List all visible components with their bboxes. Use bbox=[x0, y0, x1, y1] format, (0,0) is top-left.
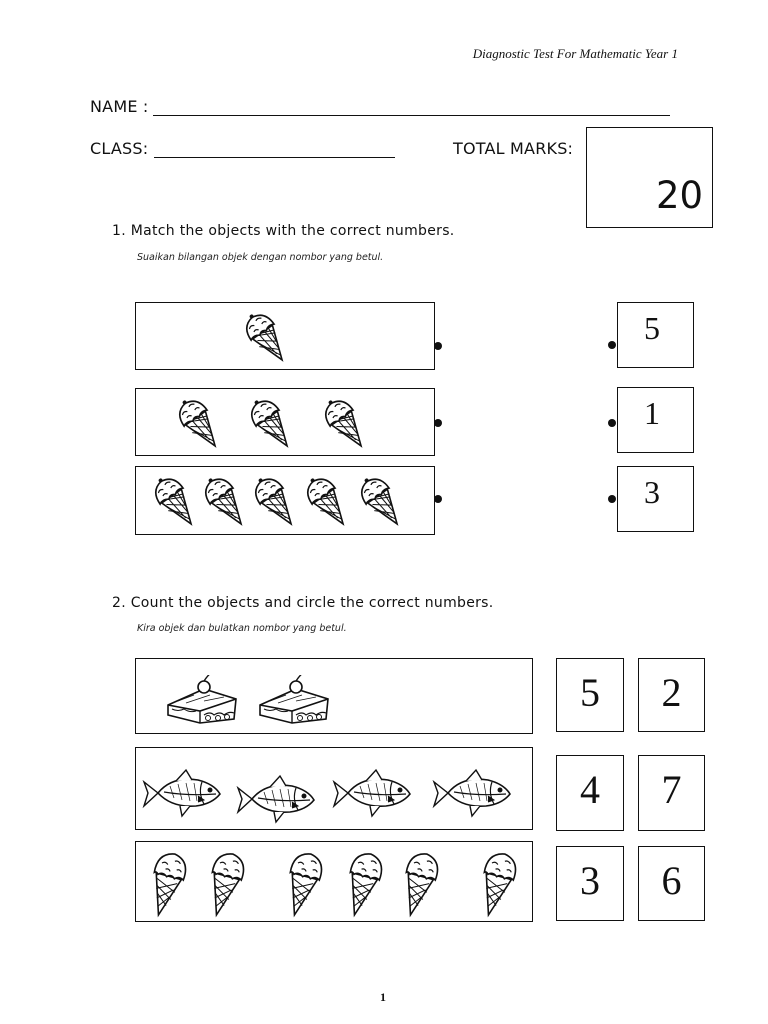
q1-left-dot-2[interactable] bbox=[434, 419, 442, 427]
q1-left-dot-1[interactable] bbox=[434, 342, 442, 350]
q1-object-box-1 bbox=[135, 302, 435, 370]
q1-right-dot-3[interactable] bbox=[608, 495, 616, 503]
ice-cream-cone-icon bbox=[152, 471, 198, 531]
ice-cream-cone-icon bbox=[282, 848, 324, 918]
question-2-number: 2. bbox=[112, 595, 126, 611]
ice-cream-cone-icon bbox=[322, 393, 368, 453]
ice-cream-cone-icon bbox=[398, 848, 440, 918]
q2-option-box-3a[interactable] bbox=[556, 846, 624, 921]
total-marks-value: 20 bbox=[656, 174, 704, 217]
q1-right-dot-1[interactable] bbox=[608, 341, 616, 349]
ice-cream-cone-icon bbox=[252, 471, 298, 531]
q2-option-box-2b[interactable] bbox=[638, 755, 705, 831]
question-1-title bbox=[112, 223, 455, 239]
ice-cream-cone-icon bbox=[243, 307, 289, 367]
q1-number-box-2[interactable] bbox=[617, 387, 694, 453]
name-label: NAME : bbox=[90, 97, 149, 116]
q2-option-2a: 4 bbox=[580, 767, 600, 812]
fish-icon bbox=[142, 768, 222, 818]
q1-number-box-1[interactable] bbox=[617, 302, 694, 368]
fish-icon bbox=[236, 774, 316, 824]
q2-option-box-1b[interactable] bbox=[638, 658, 705, 732]
page-number: 1 bbox=[380, 990, 386, 1004]
question-2-subtitle: Kira objek dan bulatkan nombor yang betul. bbox=[137, 623, 347, 634]
q1-number-1: 5 bbox=[644, 310, 660, 346]
q1-right-dot-2[interactable] bbox=[608, 419, 616, 427]
q2-object-box-3 bbox=[135, 841, 533, 922]
q2-option-box-3b[interactable] bbox=[638, 846, 705, 921]
ice-cream-cone-icon bbox=[176, 393, 222, 453]
q1-number-3: 3 bbox=[644, 474, 660, 510]
ice-cream-cone-icon bbox=[248, 393, 294, 453]
total-marks-label: TOTAL MARKS: bbox=[453, 139, 574, 158]
question-1-number: 1. bbox=[112, 223, 126, 239]
class-field-line[interactable] bbox=[154, 157, 395, 158]
cake-slice-icon bbox=[164, 675, 239, 725]
ice-cream-cone-icon bbox=[342, 848, 384, 918]
ice-cream-cone-icon bbox=[476, 848, 518, 918]
q2-option-3b: 6 bbox=[661, 858, 682, 903]
q2-option-box-2a[interactable] bbox=[556, 755, 624, 831]
question-1-subtitle: Suaikan bilangan objek dengan nombor yang betul. bbox=[137, 252, 384, 263]
question-2-title bbox=[112, 595, 494, 611]
q2-object-box-1 bbox=[135, 658, 533, 734]
question-1-text: Match the objects with the correct numbers. bbox=[130, 223, 455, 239]
q2-option-2b: 7 bbox=[661, 767, 682, 812]
ice-cream-cone-icon bbox=[146, 848, 188, 918]
ice-cream-cone-icon bbox=[204, 848, 246, 918]
q1-number-box-3[interactable] bbox=[617, 466, 694, 532]
ice-cream-cone-icon bbox=[202, 471, 248, 531]
document-header-title: Diagnostic Test For Mathematic Year 1 bbox=[472, 46, 678, 61]
class-label: CLASS: bbox=[90, 139, 149, 158]
fish-icon bbox=[332, 768, 412, 818]
ice-cream-cone-icon bbox=[358, 471, 404, 531]
q1-left-dot-3[interactable] bbox=[434, 495, 442, 503]
cake-slice-icon bbox=[256, 675, 331, 725]
ice-cream-cone-icon bbox=[304, 471, 350, 531]
fish-icon bbox=[432, 768, 512, 818]
q2-option-1b: 2 bbox=[661, 670, 682, 715]
question-2-text: Count the objects and circle the correct numbers. bbox=[130, 595, 494, 611]
q2-option-box-1a[interactable] bbox=[556, 658, 624, 732]
q2-object-box-2 bbox=[135, 747, 533, 830]
q2-option-1a: 5 bbox=[580, 670, 600, 715]
q2-option-3a: 3 bbox=[580, 858, 600, 903]
q1-object-box-2 bbox=[135, 388, 435, 456]
q1-number-2: 1 bbox=[644, 395, 660, 431]
q1-object-box-3 bbox=[135, 466, 435, 535]
name-field-line[interactable] bbox=[153, 115, 670, 116]
